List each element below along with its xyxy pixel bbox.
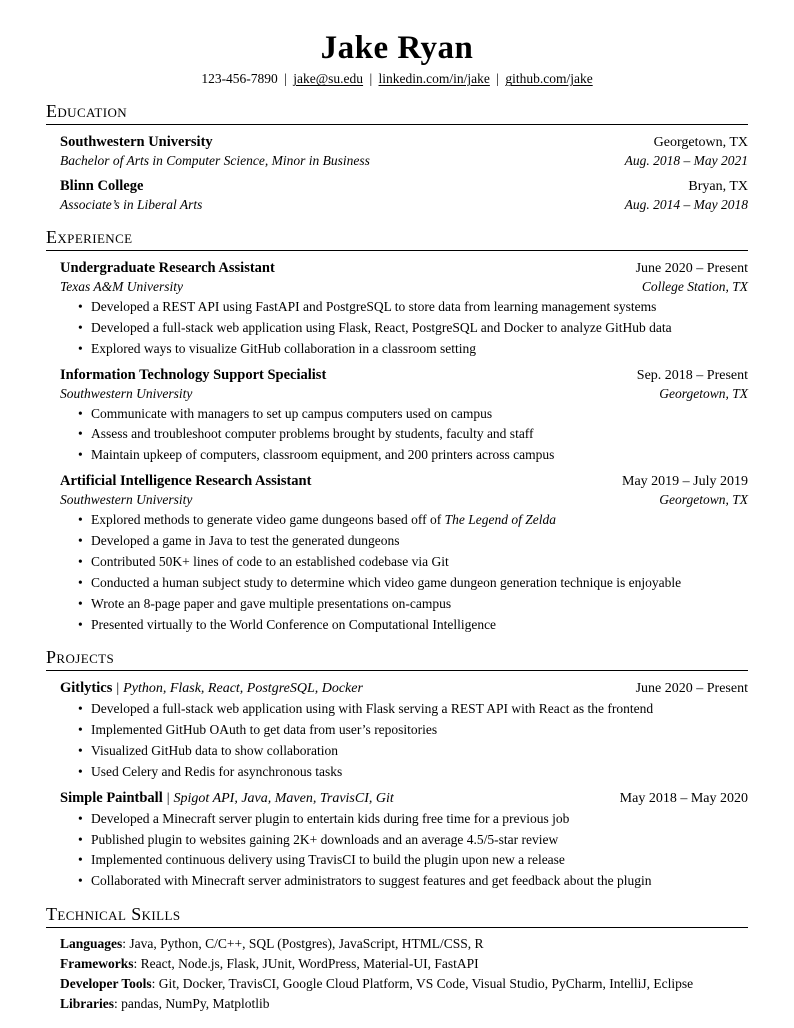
job-dates: May 2019 – July 2019 xyxy=(622,474,748,490)
bullet-item: • Implemented continuous delivery using TravisCI to build the plugin upon new a release xyxy=(78,852,748,869)
job-dates: Sep. 2018 – Present xyxy=(636,367,748,383)
education-entry-subheader xyxy=(60,197,748,213)
job-title: Information Technology Support Specialist xyxy=(60,366,327,383)
resume-header xyxy=(46,30,748,87)
job-title: Artificial Intelligence Research Assistant xyxy=(60,473,312,490)
skill-label: Developer Tools xyxy=(60,975,152,991)
bullet-item xyxy=(78,512,748,529)
contact-separator: | xyxy=(369,71,373,87)
institution-name: Blinn College xyxy=(60,178,144,195)
section-education xyxy=(46,102,748,213)
job-location: Georgetown, TX xyxy=(659,492,748,508)
project-entry xyxy=(60,680,748,781)
phone-number: 123-456-7890 xyxy=(201,71,278,87)
bullet-item: • Communicate with managers to set up campus computers used on campus xyxy=(78,406,748,423)
job-dates: June 2020 – Present xyxy=(635,260,748,276)
experience-entry-subheader xyxy=(60,279,748,295)
job-title: Undergraduate Research Assistant xyxy=(60,259,275,276)
bullet-text-italic: The Legend of Zelda xyxy=(444,512,557,528)
education-entry-header xyxy=(60,178,748,195)
skill-label: Libraries xyxy=(60,995,114,1011)
skill-separator: : xyxy=(122,935,130,951)
section-title-experience: Experience xyxy=(46,228,748,251)
project-entry xyxy=(60,790,748,891)
github-link[interactable]: github.com/jake xyxy=(505,71,593,87)
project-tech: Spigot API, Java, Maven, TravisCI, Git xyxy=(173,790,394,806)
bullet-list xyxy=(78,512,748,633)
job-location: Georgetown, TX xyxy=(659,385,748,401)
skill-separator: : xyxy=(133,955,141,971)
bullet-item: • Developed a Minecraft server plugin to entertain kids during free time for a previous job xyxy=(78,811,748,828)
education-entry xyxy=(60,134,748,169)
project-entry-header xyxy=(60,680,748,697)
education-entry xyxy=(60,178,748,213)
section-title-technical-skills: Technical Skills xyxy=(46,905,748,928)
experience-entry xyxy=(60,473,748,633)
section-projects xyxy=(46,648,748,890)
education-entry-header xyxy=(60,134,748,151)
experience-entry xyxy=(60,260,748,358)
employer-name: Southwestern University xyxy=(60,385,193,401)
bullet-list xyxy=(78,299,748,358)
project-dates: May 2018 – May 2020 xyxy=(619,790,748,806)
section-title-projects: Projects xyxy=(46,648,748,671)
bullet-item: • Developed a game in Java to test the generated dungeons xyxy=(78,533,748,550)
skill-value: Git, Docker, TravisCI, Google Cloud Platform, VS Code, Visual Studio, PyCharm, IntelliJ, Eclipse xyxy=(158,975,694,991)
skill-row-developer-tools xyxy=(60,976,748,993)
institution-location: Bryan, TX xyxy=(688,179,748,195)
skill-label: Frameworks xyxy=(60,955,134,971)
skill-separator: : xyxy=(151,975,159,991)
bullet-list xyxy=(78,406,748,465)
project-separator: | xyxy=(116,681,120,697)
skill-row-frameworks xyxy=(60,956,748,973)
bullet-item: • Presented virtually to the World Conference on Computational Intelligence xyxy=(78,617,748,634)
degree: Bachelor of Arts in Computer Science, Minor in Business xyxy=(60,153,370,169)
skill-row-libraries xyxy=(60,996,748,1013)
bullet-item: • Developed a REST API using FastAPI and PostgreSQL to store data from learning management systems xyxy=(78,299,748,316)
project-heading xyxy=(60,790,394,807)
experience-entry-header xyxy=(60,367,748,384)
person-name: Jake Ryan xyxy=(320,30,474,66)
bullet-list xyxy=(78,811,748,891)
bullet-item: • Published plugin to websites gaining 2K+ downloads and an average 4.5/5-star review xyxy=(78,832,748,849)
bullet-item: • Implemented GitHub OAuth to get data from user’s repositories xyxy=(78,722,748,739)
bullet-item: • Maintain upkeep of computers, classroom equipment, and 200 printers across campus xyxy=(78,447,748,464)
employer-name: Texas A&M University xyxy=(60,278,183,294)
employer-name: Southwestern University xyxy=(60,492,193,508)
skill-value: Java, Python, C/C++, SQL (Postgres), JavaScript, HTML/CSS, R xyxy=(129,935,484,951)
email-link[interactable]: jake@su.edu xyxy=(293,71,364,87)
linkedin-link[interactable]: linkedin.com/in/jake xyxy=(378,71,490,87)
contact-separator: | xyxy=(284,71,287,87)
skills-body xyxy=(60,936,748,1013)
project-separator: | xyxy=(166,790,170,806)
bullet-item: • Developed a full-stack web application using Flask, React, PostgreSQL and Docker to analyze GitHub data xyxy=(78,320,748,337)
experience-entry-subheader xyxy=(60,386,748,402)
experience-entry-header xyxy=(60,473,748,490)
bullet-item: • Explored ways to visualize GitHub collaboration in a classroom setting xyxy=(78,341,748,358)
institution-name: Southwestern University xyxy=(60,134,213,151)
job-location: College Station, TX xyxy=(641,278,748,294)
experience-entry xyxy=(60,367,748,465)
bullet-item: • Collaborated with Minecraft server administrators to suggest features and get feedback about the plugin xyxy=(78,873,748,890)
education-entry-subheader xyxy=(60,153,748,169)
skill-value: pandas, NumPy, Matplotlib xyxy=(121,995,270,1011)
project-name: Gitlytics xyxy=(60,680,113,697)
experience-entry-subheader xyxy=(60,492,748,508)
project-entry-header xyxy=(60,790,748,807)
bullet-item: • Assess and troubleshoot computer problems brought by students, faculty and staff xyxy=(78,426,748,443)
institution-location: Georgetown, TX xyxy=(653,135,748,151)
bullet-item: • Used Celery and Redis for asynchronous tasks xyxy=(78,764,748,781)
skill-value: React, Node.js, Flask, JUnit, WordPress, Material-UI, FastAPI xyxy=(140,955,479,971)
skill-label: Languages xyxy=(60,935,123,951)
bullet-item: • Visualized GitHub data to show collaboration xyxy=(78,743,748,760)
bullet-text: Explored methods to generate video game dungeons based off of xyxy=(91,512,442,528)
project-dates: June 2020 – Present xyxy=(635,681,748,697)
bullet-item: • Conducted a human subject study to determine which video game dungeon generation technique is enjoyable xyxy=(78,575,748,592)
project-tech: Python, Flask, React, PostgreSQL, Docker xyxy=(123,681,363,697)
bullet-list xyxy=(78,701,748,781)
education-dates: Aug. 2018 – May 2021 xyxy=(624,153,748,169)
bullet-item: • Contributed 50K+ lines of code to an established codebase via Git xyxy=(78,554,748,571)
contact-separator: | xyxy=(496,71,499,87)
education-dates: Aug. 2014 – May 2018 xyxy=(624,197,748,213)
skill-row-languages xyxy=(60,936,748,953)
bullet-item: • Wrote an 8-page paper and gave multiple presentations on-campus xyxy=(78,596,748,613)
bullet-item: • Developed a full-stack web application using with Flask serving a REST API with React as the frontend xyxy=(78,701,748,718)
experience-entry-header xyxy=(60,260,748,277)
section-technical-skills xyxy=(46,905,748,1012)
project-heading xyxy=(60,680,363,697)
degree: Associate’s in Liberal Arts xyxy=(60,197,203,213)
section-experience xyxy=(46,228,748,633)
section-title-education: Education xyxy=(46,102,748,125)
contact-line xyxy=(46,71,748,87)
skill-separator: : xyxy=(114,995,122,1011)
project-name: Simple Paintball xyxy=(60,789,163,806)
